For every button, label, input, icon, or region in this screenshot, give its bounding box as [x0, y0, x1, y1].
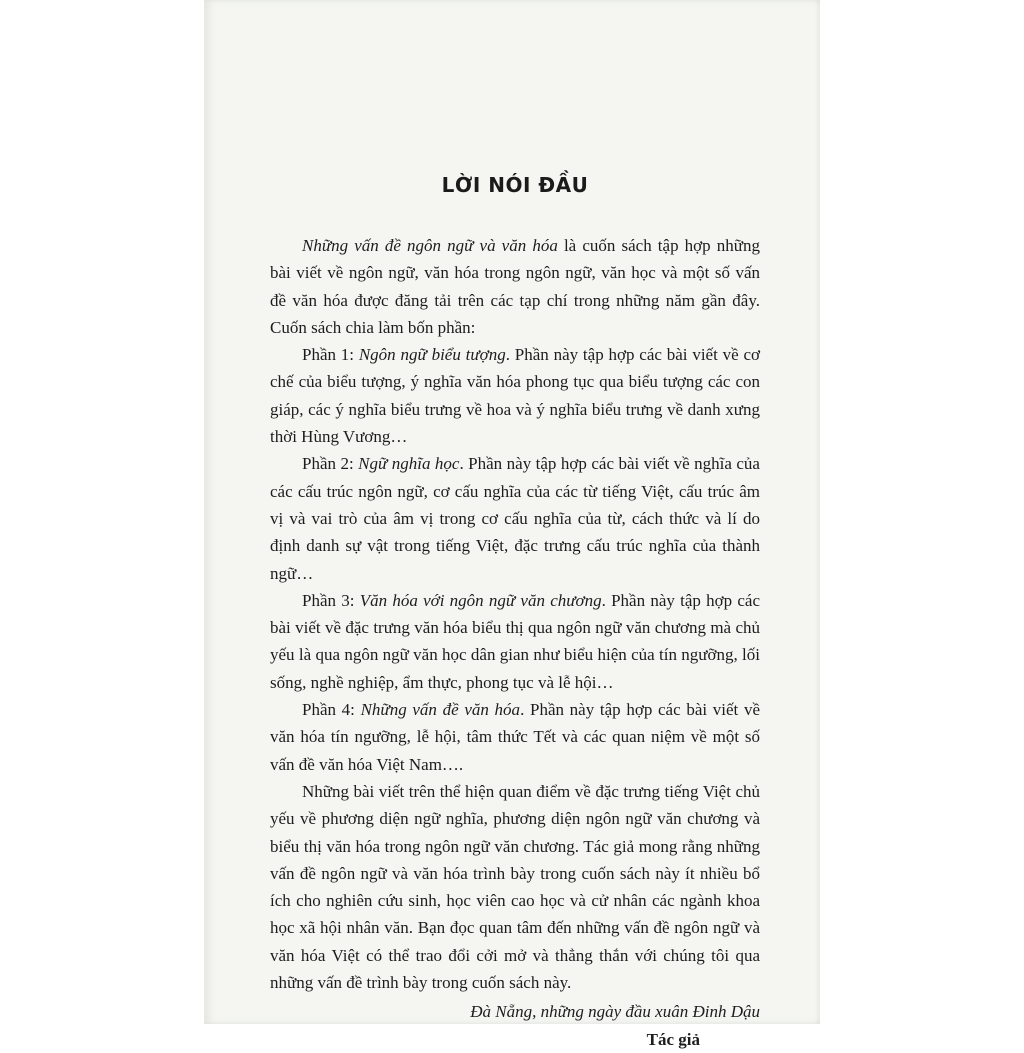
part-1-text: . Phần này tập hợp các bài viết về cơ chế của biểu tượng, ý nghĩa văn hóa phong tục qua biểu tượng các con giáp, các ý nghĩa biểu trưng về hoa và ý nghĩa biểu trưng về danh xưng thời Hùng Vương… [270, 345, 761, 447]
signature-place-date: Đà Nẵng, những ngày đầu xuân Đinh Dậu [470, 1002, 760, 1022]
intro-paragraph [270, 232, 760, 341]
part-3-text: . Phần này tập hợp các bài viết về đặc trưng văn hóa biểu thị qua ngôn ngữ văn chương mà chủ yếu là qua ngôn ngữ văn học dân gian như biểu hiện của tín ngưỡng, lối sống, nghề nghiệp, ẩm thực, phong tục và lễ hội… [270, 590, 761, 692]
part-2-name: Ngữ nghĩa học [358, 454, 460, 474]
part-4-name: Những vấn đề văn hóa [360, 700, 521, 720]
intro-text: là cuốn sách tập hợp những bài viết về ngôn ngữ, văn hóa trong ngôn ngữ, văn học và một số vấn đề văn hóa được đăng tải trên các tạp chí trong những năm gần đây. Cuốn sách chia làm bốn phần: [270, 236, 760, 337]
part-2-paragraph [270, 450, 760, 586]
part-1-name: Ngôn ngữ biểu tượng [358, 345, 506, 365]
part-1-label: Phần 1: [302, 345, 359, 365]
part-2-label: Phần 2: [302, 454, 359, 474]
part-3-label: Phần 3: [302, 590, 360, 610]
signature-author: Tác giả [646, 1029, 700, 1049]
book-title: Những vấn đề ngôn ngữ và văn hóa [302, 236, 558, 255]
part-4-text: . Phần này tập hợp các bài viết về văn hóa tín ngưỡng, lễ hội, tâm thức Tết và các quan niệm về một số vấn đề văn hóa Việt Nam…. [270, 700, 760, 774]
part-4-paragraph [270, 696, 760, 778]
part-2-text: . Phần này tập hợp các bài viết về nghĩa của các cấu trúc ngôn ngữ, cơ cấu nghĩa của các từ tiếng Việt, cấu trúc âm vị và vai trò của âm vị trong cơ cấu nghĩa của từ, cách thức và lí do định danh sự vật trong tiếng Việt, đặc trưng cấu trúc nghĩa của thành ngữ… [270, 454, 760, 583]
part-4-label: Phần 4: [302, 700, 361, 720]
part-3-name: Văn hóa với ngôn ngữ văn chương [359, 590, 602, 610]
page-content [270, 168, 760, 1053]
part-1-paragraph [270, 341, 760, 450]
book-page [204, 0, 820, 1049]
part-3-paragraph [270, 587, 760, 696]
page-title: LỜI NÓI ĐẦU [441, 173, 589, 197]
closing-paragraph: Những bài viết trên thể hiện quan điểm về đặc trưng tiếng Việt chủ yếu về phương diện ngữ nghĩa, phương diện ngôn ngữ văn chương và biểu thị văn hóa trong ngôn ngữ văn chương. Tác giả mong rằng những vấn đề ngôn ngữ và văn hóa trình bày trong cuốn sách này ít nhiều bổ ích cho nghiên cứu sinh, học viên cao học và cử nhân các ngành khoa học xã hội nhân văn. Bạn đọc quan tâm đến những vấn đề ngôn ngữ và văn hóa Việt có thể trao đổi cởi mở và thẳng thắn với chúng tôi qua những vấn đề trình bày trong cuốn sách này. [270, 781, 760, 993]
